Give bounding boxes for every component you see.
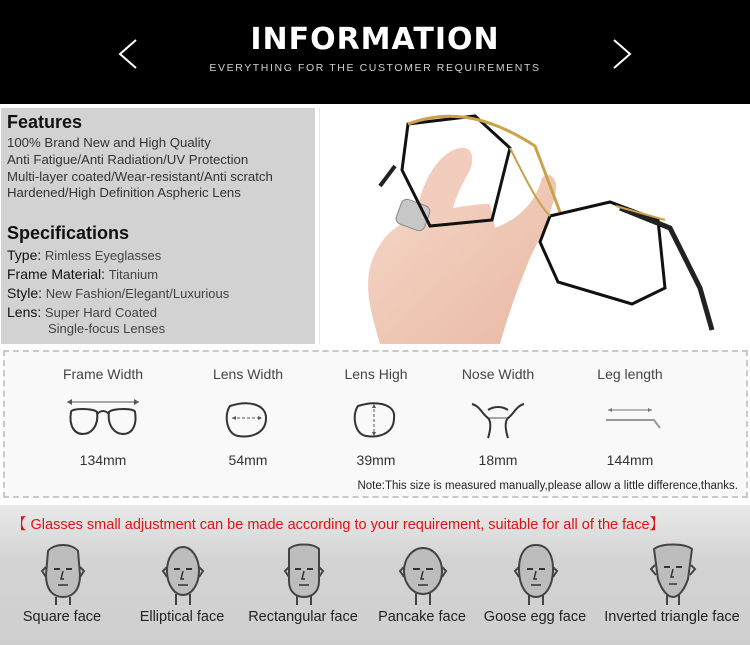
spec-key: Frame Material:: [7, 266, 106, 282]
measurement-value: 39mm: [356, 452, 396, 468]
measurement-value: 54mm: [228, 452, 268, 468]
spec-lens-value-2: Single-focus Lenses: [48, 321, 166, 336]
measurement-label: Lens High: [344, 366, 408, 382]
measurements-panel: [3, 350, 748, 498]
measurement-label: Nose Width: [461, 366, 535, 382]
measurement-nose-width: [438, 366, 558, 468]
spec-style: [7, 285, 229, 301]
page-title: INFORMATION: [250, 22, 500, 57]
face-pancake: [362, 541, 482, 625]
feature-line: 100% Brand New and High Quality: [7, 135, 211, 150]
measurement-lens-high: [316, 366, 436, 468]
measurement-label: Lens Width: [212, 366, 284, 382]
face-inverted-triangle: [604, 541, 740, 625]
inverted-triangle-face-icon: [642, 541, 702, 607]
elliptical-face-icon: [152, 541, 212, 607]
spec-value: New Fashion/Elegant/Luxurious: [45, 286, 230, 301]
goose-egg-face-icon: [505, 541, 565, 607]
measurement-label: Frame Width: [62, 366, 144, 382]
spec-key: Type:: [7, 247, 42, 263]
header-banner: [0, 0, 750, 104]
spec-key: Style:: [7, 285, 43, 301]
feature-line: Anti Fatigue/Anti Radiation/UV Protection: [7, 152, 249, 167]
face-shapes-section: [0, 505, 750, 645]
measurement-value: 18mm: [478, 452, 518, 468]
square-face-icon: [32, 541, 92, 607]
face-label: Pancake face: [378, 609, 466, 625]
measurement-value: 134mm: [79, 452, 127, 468]
measurement-note: Note:This size is measured manually,please allow a little difference,thanks.: [357, 480, 738, 492]
face-label: Rectangular face: [248, 609, 358, 625]
features-heading: Features: [7, 112, 83, 132]
spec-type: [7, 247, 161, 263]
rectangular-face-icon: [273, 541, 333, 607]
chevron-right-icon[interactable]: [604, 34, 638, 74]
nose-width-icon: [458, 396, 538, 440]
spec-value: Rimless Eyeglasses: [44, 248, 162, 263]
measurement-leg-length: [570, 366, 690, 468]
face-label: Goose egg face: [483, 609, 587, 625]
face-rectangular: [243, 541, 363, 625]
glasses-in-hand-image: [320, 108, 749, 344]
adjustment-banner: 【 Glasses small adjustment can be made according to your requirement, suitable for all of the face】: [12, 517, 665, 533]
face-label: Elliptical face: [139, 609, 225, 625]
page-subtitle: EVERYTHING FOR THE CUSTOMER REQUIREMENTS: [209, 62, 541, 74]
spec-frame-material: [7, 266, 158, 282]
leg-length-icon: [590, 396, 670, 440]
spec-lens: [7, 304, 157, 320]
info-panel: [1, 108, 315, 344]
feature-line: Hardened/High Definition Aspheric Lens: [7, 185, 241, 200]
lens-width-icon: [208, 396, 288, 440]
measurement-value: 144mm: [606, 452, 654, 468]
spec-value: Super Hard Coated: [44, 305, 157, 320]
frame-width-icon: [63, 396, 143, 440]
face-label: Inverted triangle face: [604, 609, 740, 625]
face-square: [2, 541, 122, 625]
face-goose-egg: [475, 541, 595, 625]
face-label: Square face: [22, 609, 102, 625]
specifications-heading: Specifications: [7, 223, 130, 243]
face-elliptical: [122, 541, 242, 625]
feature-line: Multi-layer coated/Wear-resistant/Anti scratch: [7, 169, 273, 184]
spec-value: Titanium: [108, 267, 159, 282]
lens-height-icon: [336, 396, 416, 440]
measurement-frame-width: [43, 366, 163, 468]
product-photo: [319, 108, 749, 344]
pancake-face-icon: [392, 541, 452, 607]
spec-key: Lens:: [7, 304, 42, 320]
measurement-lens-width: [188, 366, 308, 468]
measurement-label: Leg length: [597, 366, 663, 382]
